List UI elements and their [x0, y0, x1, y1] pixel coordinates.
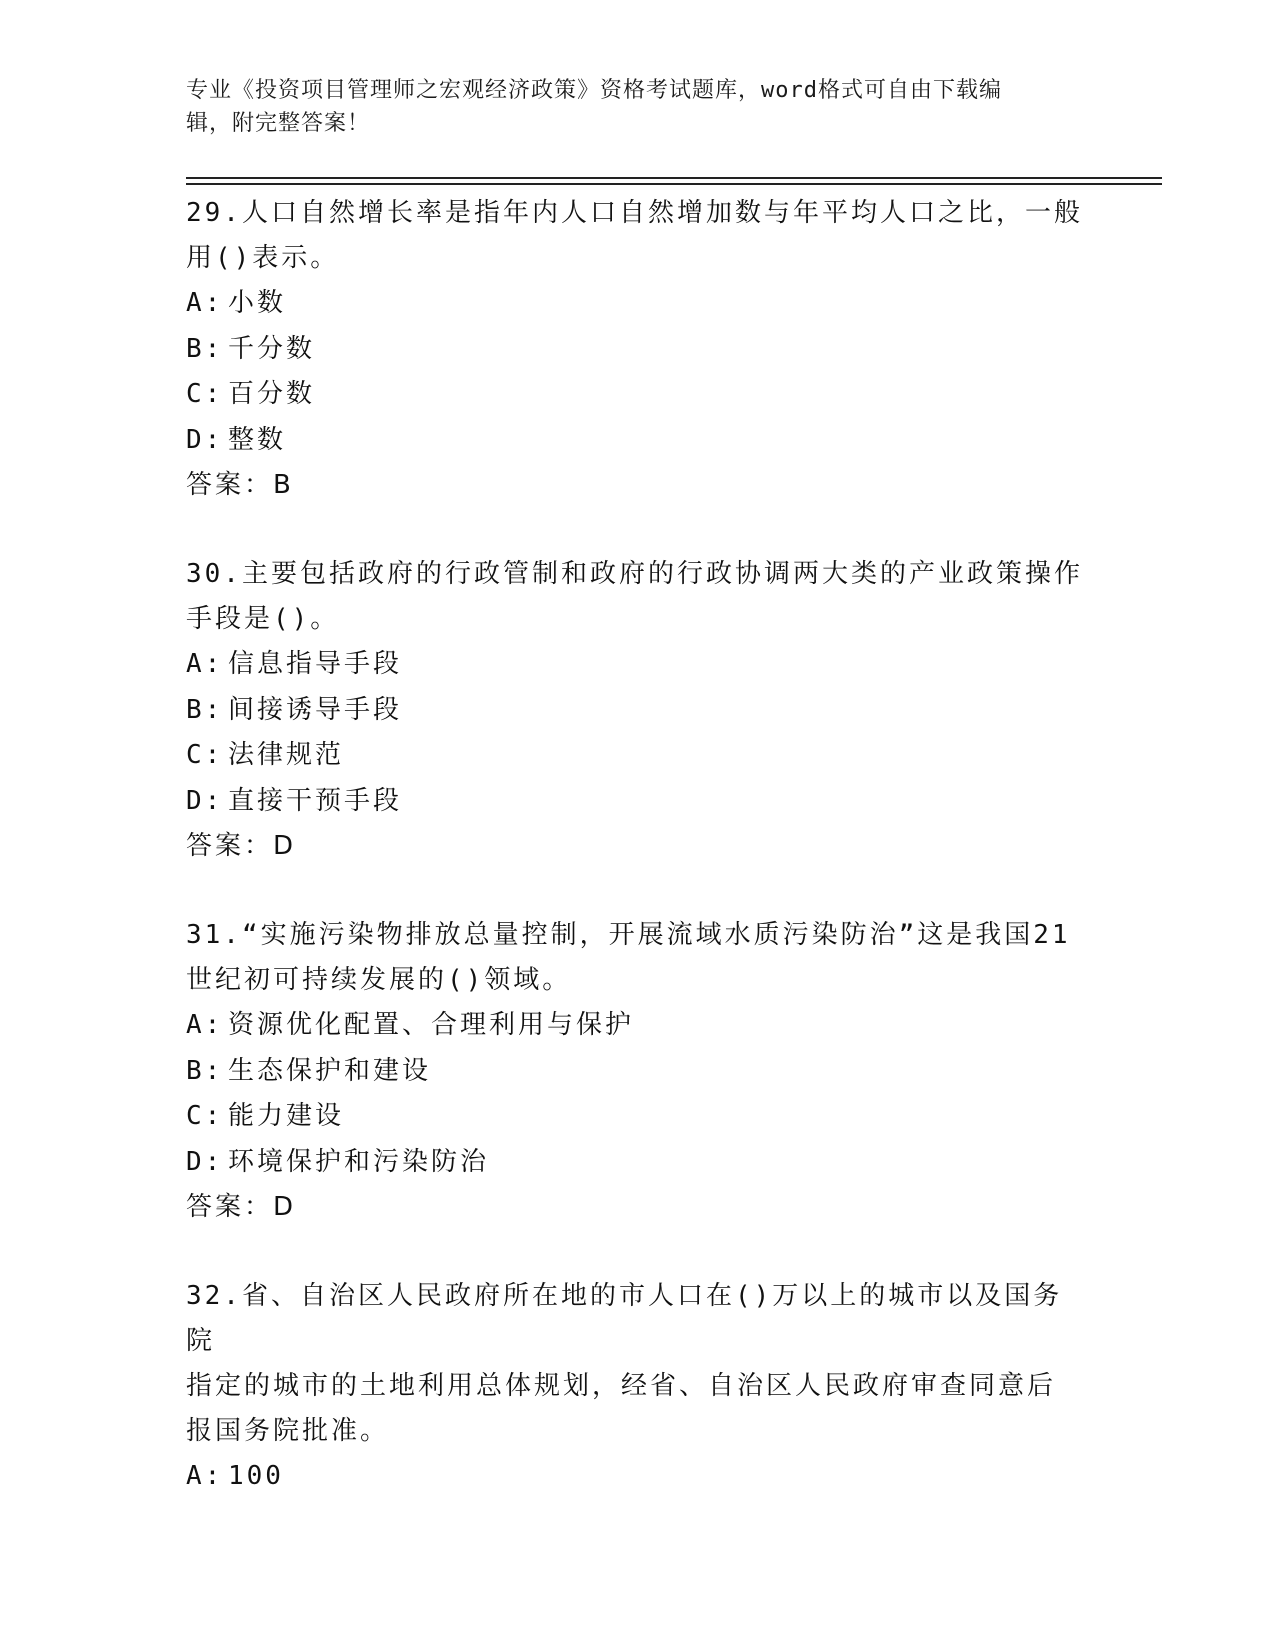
- answer-line: 答案：D: [186, 831, 297, 861]
- option-key: D:: [186, 424, 224, 455]
- question-spacer: [186, 1230, 1086, 1274]
- option-text: 整数: [228, 424, 287, 455]
- question-text: [186, 191, 1086, 281]
- option-key: D:: [186, 1146, 224, 1177]
- question-text-line: 世纪初可持续发展的()领域。: [186, 965, 572, 995]
- question-text-line: 30.主要包括政府的行政管制和政府的行政协调两大类的产业政策操作: [186, 559, 1083, 589]
- option-key: A:: [186, 1461, 224, 1491]
- option-b: [186, 688, 1086, 734]
- option-text: 直接干预手段: [228, 785, 403, 816]
- option-text: 千分数: [228, 333, 316, 364]
- option-b: [186, 1049, 1086, 1095]
- question-spacer: [186, 869, 1086, 913]
- option-key: A:: [186, 649, 224, 679]
- option-c: [186, 733, 1086, 779]
- option-key: C:: [186, 1101, 224, 1131]
- question-text-line: 29.人口自然增长率是指年内人口自然增加数与年平均人口之比，一般: [186, 198, 1083, 228]
- question-text-line: 指定的城市的土地利用总体规划，经省、自治区人民政府审查同意后: [186, 1371, 1057, 1401]
- answer-line: 答案：B: [186, 470, 294, 500]
- option-key: B:: [186, 694, 224, 725]
- option-a: [186, 281, 1086, 327]
- question-list: [186, 191, 1086, 1500]
- header-divider-top: [186, 177, 1162, 179]
- question-text-line: 报国务院批准。: [186, 1416, 390, 1446]
- option-text: 百分数: [228, 379, 316, 409]
- option-a: [186, 642, 1086, 688]
- option-key: A:: [186, 288, 224, 318]
- option-text: 生态保护和建设: [228, 1055, 432, 1086]
- option-d: [186, 418, 1086, 464]
- option-c: [186, 1094, 1086, 1140]
- question-32: [186, 1274, 1086, 1500]
- question-text-line: 32.省、自治区人民政府所在地的市人口在()万以上的城市以及国务院: [186, 1281, 1063, 1356]
- option-a: [186, 1003, 1086, 1049]
- option-text: 间接诱导手段: [228, 694, 403, 725]
- question-30: [186, 552, 1086, 869]
- question-text: [186, 1274, 1086, 1454]
- option-d: [186, 779, 1086, 825]
- answer-line: 答案：D: [186, 1192, 297, 1222]
- option-a: [186, 1454, 1086, 1500]
- option-b: [186, 327, 1086, 373]
- header-line-1: 专业《投资项目管理师之宏观经济政策》资格考试题库，word格式可自由下载编: [186, 78, 1002, 103]
- question-text: [186, 552, 1086, 642]
- option-text: 100: [228, 1461, 284, 1491]
- option-text: 能力建设: [228, 1101, 345, 1131]
- option-key: C:: [186, 379, 224, 409]
- question-text: [186, 913, 1086, 1003]
- document-header: [186, 74, 1066, 140]
- question-text-line: 31.“实施污染物排放总量控制，开展流域水质污染防治”这是我国21: [186, 920, 1071, 950]
- option-key: A:: [186, 1010, 224, 1040]
- question-31: [186, 913, 1086, 1230]
- option-text: 信息指导手段: [228, 649, 403, 679]
- question-29: [186, 191, 1086, 508]
- option-c: [186, 372, 1086, 418]
- header-line-2: 辑，附完整答案！: [186, 111, 371, 136]
- question-text-line: 用()表示。: [186, 243, 340, 273]
- option-key: B:: [186, 1055, 224, 1086]
- option-key: C:: [186, 740, 224, 770]
- option-text: 小数: [228, 288, 287, 318]
- option-text: 环境保护和污染防治: [228, 1146, 490, 1177]
- option-key: B:: [186, 333, 224, 364]
- option-text: 法律规范: [228, 740, 345, 770]
- option-key: D:: [186, 785, 224, 816]
- header-divider-bottom: [186, 183, 1162, 185]
- option-d: [186, 1140, 1086, 1186]
- option-text: 资源优化配置、合理利用与保护: [228, 1010, 635, 1040]
- question-text-line: 手段是()。: [186, 604, 340, 634]
- question-spacer: [186, 508, 1086, 552]
